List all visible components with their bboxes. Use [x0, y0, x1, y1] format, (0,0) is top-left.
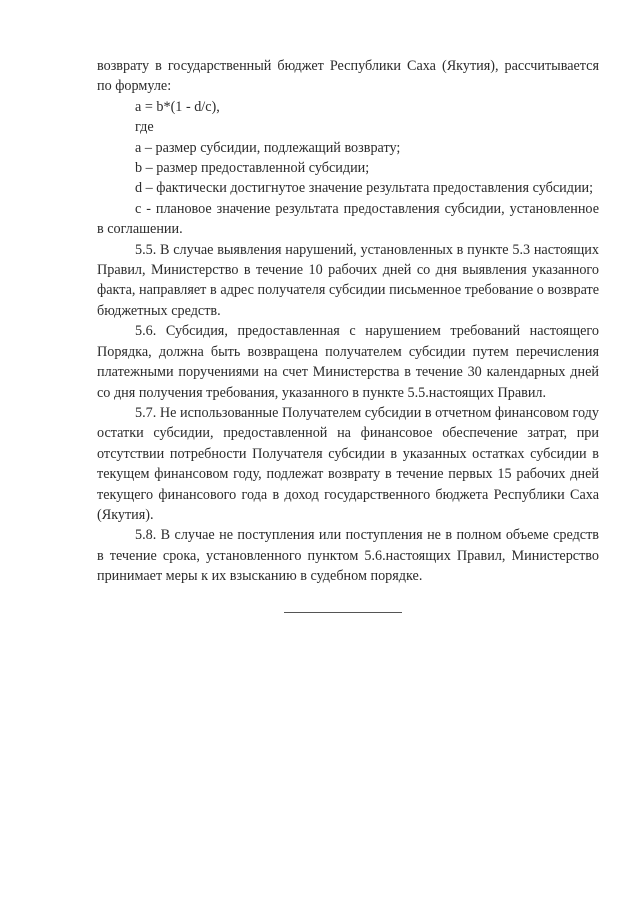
definition-d: d – фактически достигнутое значение результата предоставления субсидии; [135, 180, 594, 197]
definition-c: с - плановое значение результата предоставления субсидии, установленное в соглашении. [97, 200, 599, 238]
end-divider [284, 612, 402, 613]
document-body [97, 56, 599, 587]
where-label: где [135, 119, 154, 136]
paragraph-5-5: 5.5. В случае выявления нарушений, установленных в пункте 5.3 настоящих Правил, Министерство в течение 10 рабочих дней со дня выявления указанного факта, направляет в адрес получателя субсидии письменное требование о возврате бюджетных средств. [97, 241, 599, 319]
definition-b: b – размер предоставленной субсидии; [135, 160, 370, 177]
definition-a: a – размер субсидии, подлежащий возврату; [135, 139, 401, 156]
paragraph-5-6: 5.6. Субсидия, предоставленная с нарушением требований настоящего Порядка, должна быть возвращена получателем субсидии путем перечисления платежными поручениями на счет Министерства в течение 30 календарных дней со дня получения требования, указанного в пункте 5.5.настоящих Правил. [97, 323, 599, 401]
intro-paragraph: возврату в государственный бюджет Республики Саха (Якутия), рассчитывается по формуле: [97, 58, 599, 95]
paragraph-5-8: 5.8. В случае не поступления или поступления не в полном объеме средств в течение срока, установленного пунктом 5.6.настоящих Правил, Министерство принимает меры к их взысканию в судебном порядке. [97, 527, 599, 585]
formula: a = b*(1 - d/c), [135, 98, 220, 115]
paragraph-5-7: 5.7. Не использованные Получателем субсидии в отчетном финансовом году остатки субсидии, предоставленной на финансовое обеспечение затрат, при отсутствии потребности Получателя субсидии в указанных остатках субсидии в текущем финансовом году, подлежат возврату в течение первых 15 рабочих дней текущего финансового года в доход государственного бюджета Республики Саха (Якутия). [97, 404, 599, 523]
